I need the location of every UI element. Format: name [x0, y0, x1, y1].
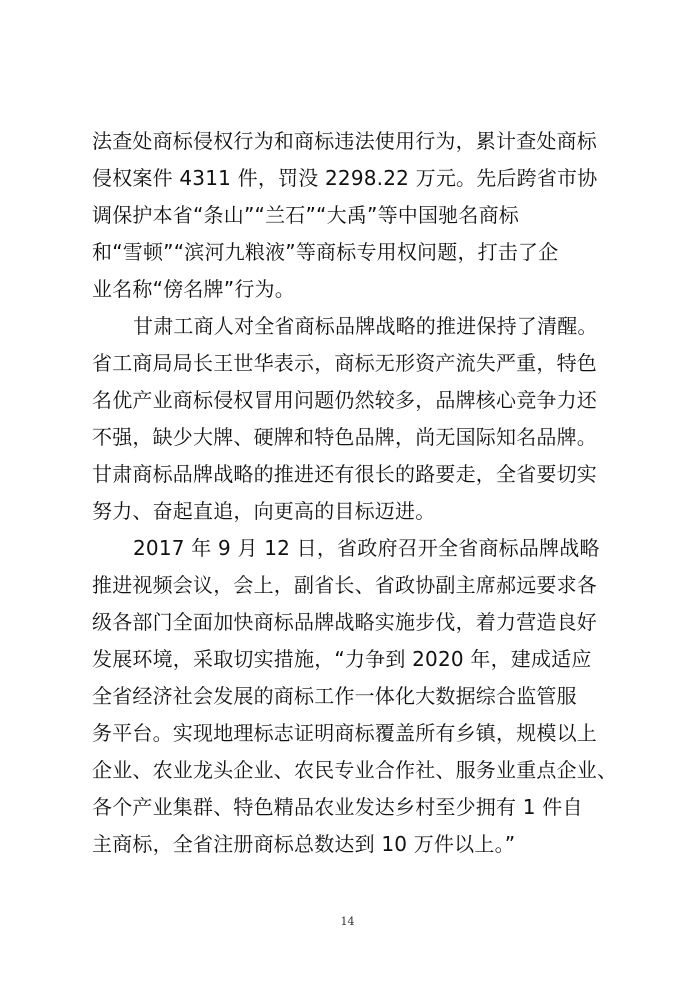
text-line: 省工商局局长王世华表示，商标无形资产流失严重，特色: [92, 351, 597, 375]
text-line: 业名称“傍名牌”行为。: [92, 277, 295, 301]
text-line: 努力、奋起直追，向更高的目标迈进。: [92, 499, 436, 523]
text-line: 调保护本省“条山”“兰石”“大禹”等中国驰名商标: [92, 203, 519, 227]
text-line: 和“雪顿”“滨河九粮液”等商标专用权问题，打击了企: [92, 240, 559, 264]
text-line: 不强，缺少大牌、硬牌和特色品牌，尚无国际知名品牌。: [92, 425, 597, 449]
text-line: 法查处商标侵权行为和商标违法使用行为，累计查处商标: [92, 129, 597, 153]
text-line: 推进视频会议，会上，副省长、省政协副主席郝远要求各: [92, 573, 597, 597]
text-line: 名优产业商标侵权冒用问题仍然较多，品牌核心竞争力还: [92, 388, 597, 412]
text-line: 甘肃商标品牌战略的推进还有很长的路要走，全省要切实: [92, 462, 597, 486]
text-line: 侵权案件 4311 件，罚没 2298.22 万元。先后跨省市协: [92, 166, 598, 190]
paragraph-start-line: 2017 年 9 月 12 日，省政府召开全省商标品牌战略: [133, 536, 600, 560]
text-line: 各个产业集群、特色精品农业发达乡村至少拥有 1 件自: [92, 795, 583, 819]
text-line: 级各部门全面加快商标品牌战略实施步伐，着力营造良好: [92, 610, 597, 634]
page-number: 14: [340, 915, 355, 928]
text-line: 发展环境，采取切实措施，“力争到 2020 年，建成适应: [92, 647, 592, 671]
body-text: [92, 123, 618, 863]
text-line: 务平台。实现地理标志证明商标覆盖所有乡镇，规模以上: [92, 721, 597, 745]
text-line: 全省经济社会发展的商标工作一体化大数据综合监管服: [92, 684, 577, 708]
text-line: 主商标，全省注册商标总数达到 10 万件以上。”: [92, 832, 516, 856]
text-line: 企业、农业龙头企业、农民专业合作社、服务业重点企业、: [92, 758, 618, 782]
paragraph-start-line: 甘肃工商人对全省商标品牌战略的推进保持了清醒。: [133, 314, 598, 338]
